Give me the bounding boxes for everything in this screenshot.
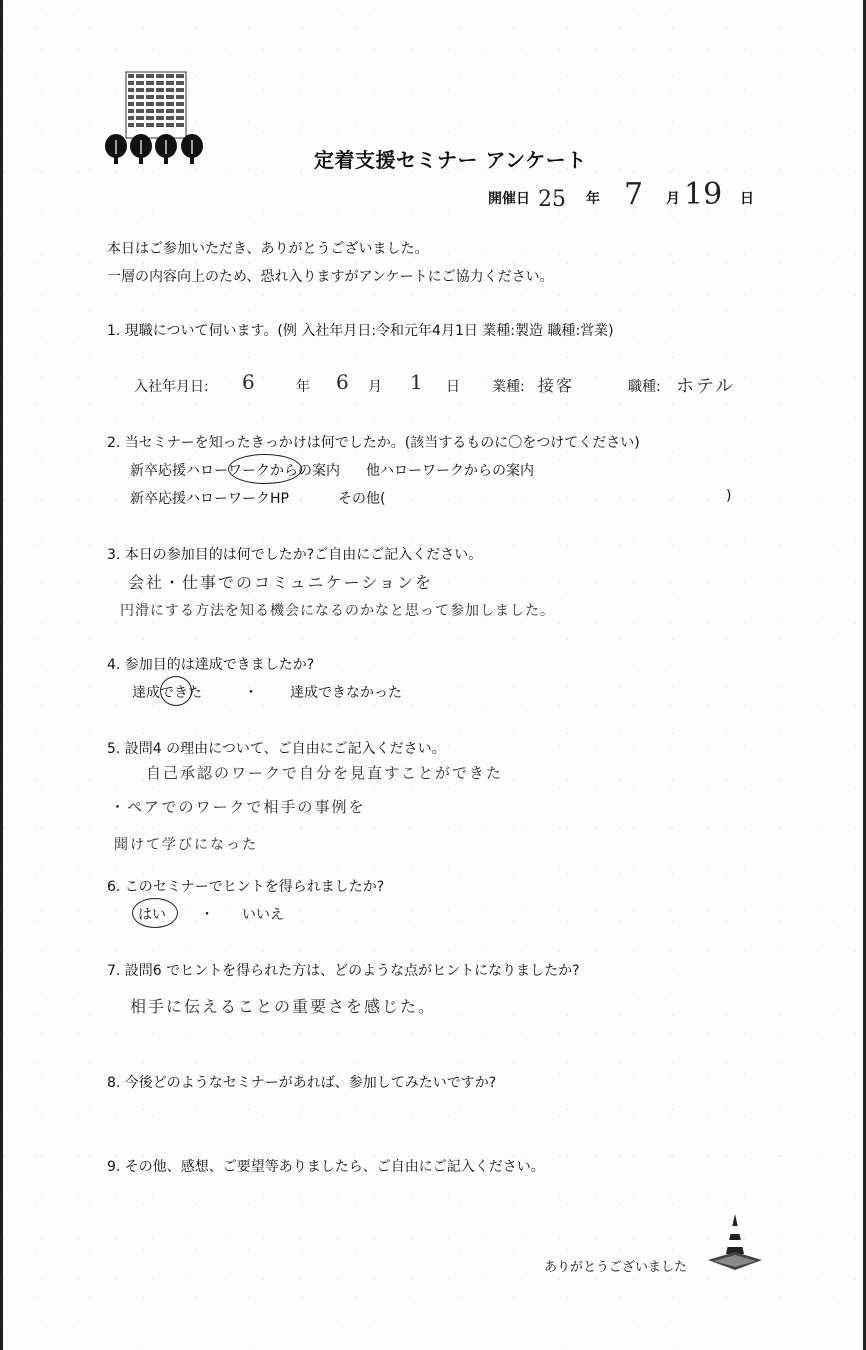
- q6-option-yes: はい: [138, 907, 166, 923]
- question-5: 5. 設問4 の理由について、ご自由にご記入ください。: [107, 741, 446, 757]
- join-date-label: 入社年月日:: [134, 379, 209, 395]
- year-value: 25: [538, 187, 566, 212]
- page-title: 定着支援セミナー アンケート: [314, 148, 587, 172]
- industry-label: 業種:: [492, 379, 525, 395]
- q4-option-not-achieved: 達成できなかった: [290, 685, 402, 701]
- join-month-value: 6: [336, 370, 351, 394]
- month-label: 月: [666, 191, 680, 207]
- join-year-value: 6: [242, 370, 257, 394]
- question-6: 6. このセミナーでヒントを得られましたか?: [107, 879, 385, 895]
- q2-option-other-hellowork: 他ハローワークからの案内: [366, 463, 534, 479]
- q2-option-hellowork-guide: 新卒応援ハローワークからの案内: [130, 463, 340, 479]
- day-value: 19: [684, 177, 723, 212]
- answer-circle-mark: [228, 454, 302, 484]
- question-8: 8. 今後どのようなセミナーがあれば、参加してみたいですか?: [107, 1075, 497, 1091]
- event-date: [488, 172, 754, 212]
- q6-separator: ・: [200, 907, 214, 923]
- intro-line-2: 一層の内容向上のため、恐れ入りますがアンケートにご協力ください。: [107, 269, 554, 285]
- building-trees-logo: [104, 70, 208, 174]
- q3-answer-line-2: 円滑にする方法を知る機会になるのかなと思って参加しました。: [120, 603, 555, 619]
- q2-option-hellowork-hp: 新卒応援ハローワークHP: [130, 491, 289, 507]
- month-value: 7: [624, 177, 644, 212]
- date-label: 開催日: [488, 191, 530, 207]
- year-label: 年: [586, 191, 600, 207]
- question-4: 4. 参加目的は達成できましたか?: [107, 657, 315, 673]
- thank-you-text: ありがとうございました: [544, 1260, 688, 1275]
- question-7: 7. 設問6 でヒントを得られた方は、どのような点がヒントになりましたか?: [107, 963, 580, 979]
- join-month-label: 月: [368, 379, 382, 395]
- question-1: 1. 現職について伺います。(例 入社年月日:令和元年4月1日 業種:製造 職種:営業): [107, 323, 614, 339]
- join-year-label: 年: [296, 379, 310, 395]
- intro-line-1: 本日はご参加いただき、ありがとうございました。: [107, 241, 429, 257]
- question-2: 2. 当セミナーを知ったきっかけは何でしたか。(該当するものに〇をつけてください): [107, 435, 640, 451]
- join-day-label: 日: [446, 379, 460, 395]
- q4-separator: ・: [244, 685, 258, 701]
- join-day-value: 1: [410, 370, 425, 394]
- question-3: 3. 本日の参加目的は何でしたか?ご自由にご記入ください。: [107, 547, 483, 563]
- q6-option-no: いいえ: [242, 907, 284, 923]
- industry-value: 接客: [538, 376, 575, 395]
- q5-answer-line-2: ・ペアでのワークで相手の事例を: [110, 798, 366, 816]
- answer-circle-mark: [132, 898, 178, 928]
- job-value: ホテル: [676, 376, 736, 397]
- q4-option-achieved: 達成できた: [132, 685, 202, 701]
- job-label: 職種:: [628, 379, 661, 395]
- traffic-cone-icon: [706, 1212, 764, 1276]
- day-label: 日: [740, 191, 754, 207]
- q2-option-other: その他(: [338, 491, 386, 507]
- q7-answer-line-1: 相手に伝えることの重要さを感じた。: [130, 997, 437, 1016]
- q2-option-other-close: ): [726, 488, 732, 504]
- question-9: 9. その他、感想、ご要望等ありましたら、ご自由にご記入ください。: [107, 1159, 545, 1175]
- answer-circle-mark: [160, 676, 192, 706]
- q5-answer-line-1: 自己承認のワークで自分を見直すことができた: [146, 764, 504, 782]
- q5-answer-line-3: 聞けて学びになった: [114, 837, 258, 853]
- scan-edge-left: [0, 0, 3, 1350]
- q3-answer-line-1: 会社・仕事でのコミュニケーションを: [128, 573, 434, 592]
